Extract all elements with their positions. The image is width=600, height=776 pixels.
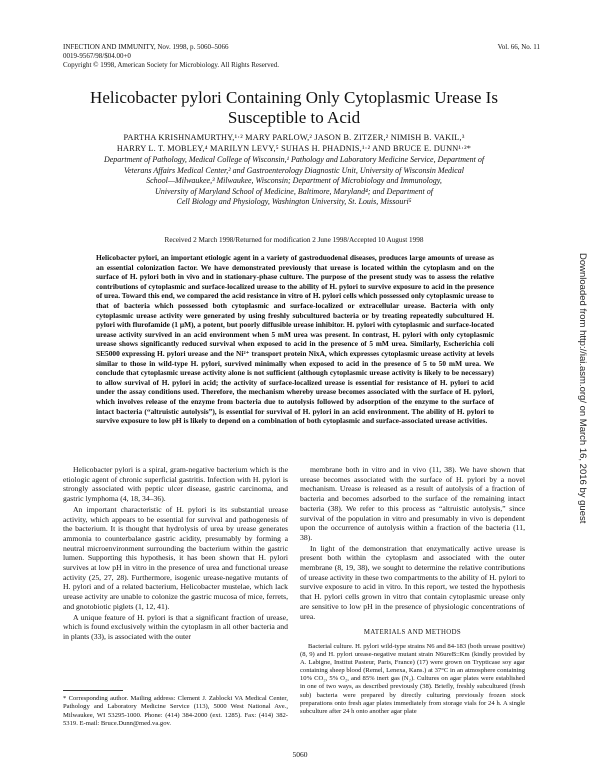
received-dates: Received 2 March 1998/Returned for modification 2 June 1998/Accepted 10 August 1998	[164, 236, 424, 244]
download-note-text: Downloaded from http://iai.asm.org/ on March 16, 2016 by guest	[577, 253, 588, 524]
affiliation-line: Department of Pathology, Medical College of Wisconsin,¹ Pathology and Laboratory Medicine Service, Department of	[103, 155, 485, 164]
volume-number: Vol. 66, No. 11	[497, 43, 540, 51]
volume-header	[498, 43, 540, 52]
body-paragraph: An important characteristic of H. pylori is its substantial urease activity, which appears to be essential for survival and pathogenesis of the bacterium. It is thought that hydrolysis of urea by urease generates ammonia to counterbalance gastric acidity, presumably by forming a neutral microenvironment surrounding the bacterium within the gastric lumen. Supporting this hypothesis, it has been shown that H. pylori survives at low pH in vitro in the presence of urea and functional urease activity (25, 27, 28). Furthermore, isogenic urease-negative mutants of H. pylori and of a related bacterium, Helicobacter mustelae, which lack urease activity are unable to colonize the gastric mucosa of mice, ferrets, and gnotobiotic piglets (1, 12, 41).	[63, 504, 288, 611]
methods-paragraph: Bacterial culture. H. pylori wild-type strains N6 and 84-183 (both urease positive) (8, 9) and H. pylori urease-negative mutant strain N6ureB::Km (kindly provided by A. Labigne, Institut Pasteur, Paris, France) (17) were grown on Trypticase soy agar containing sheep blood (Remel, Lenexa, Kans.) at 37°C in an atmosphere containing 10% CO₂, 5% O₂, and 85% inert gas (N₂). Cultures on agar plates were established in one of two ways, as described previously (38). Briefly, freshly subcultured (fresh sub) bacteria were prepared by directly culturing previously frozen stock preparations onto fresh agar plates immediately from storage vials for 24 h. A single subculture after 24 h onto another agar plate	[300, 642, 525, 715]
article-title	[63, 88, 525, 128]
title-line-2: Susceptible to Acid	[227, 108, 361, 127]
page-number: 5060	[292, 750, 308, 759]
download-watermark	[576, 253, 588, 553]
copyright-line: Copyright © 1998, American Society for Microbiology. All Rights Reserved.	[63, 61, 280, 69]
journal-header	[63, 43, 383, 70]
abstract: Helicobacter pylori, an important etiologic agent in a variety of gastroduodenal diseases, produces large amounts of urease as an essential colonization factor. We have demonstrated previously that urease is located within the cytoplasm and on the surface of H. pylori both in vivo and in stationary-phase culture. The purpose of the present study was to assess the relative contributions of cytoplasmic and surface-localized urease to the ability of H. pylori to survive exposure to acid in the presence of urea. Toward this end, we compared the acid resistance in vitro of H. pylori cells which possessed only cytoplasmic urease to that of bacteria which possessed both cytoplasmic and surface-localized or extracellular urease. Bacteria with only cytoplasmic urease activity were generated by using freshly subcultured bacteria or by treating repeatedly subcultured H. pylori with flurofamide (1 μM), a potent, but poorly diffusible urease inhibitor. H. pylori with cytoplasmic and surface-located urease activity survived in an acid environment when 5 mM urea was present. In contrast, H. pylori with only cytoplasmic urease shows significantly reduced survival when exposed to acid in the presence of 5 mM urea. Similarly, Escherichia coli SE5000 expressing H. pylori urease and the Ni²⁺ transport protein NixA, which expresses cytoplasmic urease activity at levels similar to those in wild-type H. pylori, survived minimally when exposed to acid in the presence of 5 to 50 mM urea. We conclude that cytoplasmic urease activity alone is not sufficient (although cytoplasmic urease activity is likely to be necessary) to allow survival of H. pylori in acid; the activity of surface-localized urease is essential for resistance of H. pylori to acid under the assay conditions used. Therefore, the mechanism whereby urease becomes associated with the surface of H. pylori, which involves release of the enzyme from bacteria due to autolysis followed by adsorption of the enzyme to the surface of intact bacteria (“altruistic autolysis”), is essential for survival of H. pylori in an acid environment. The ability of H. pylori to survive exposure to low pH is likely to depend on a combination of both cytoplasmic and surface-associated urease activities.	[96, 253, 494, 426]
title-line-1: Helicobacter pylori Containing Only Cytoplasmic Urease Is	[90, 88, 498, 107]
affiliation-line: Veterans Affairs Medical Center,² and Gastroenterology Diagnostic Unit, University of Wisconsin Medical	[123, 165, 465, 175]
affiliations	[63, 155, 525, 208]
corresponding-author-footnote: * Corresponding author. Mailing address: Clement J. Zablocki VA Medical Center, Pathology and Laboratory Medicine Service (113), 5000 West National Ave., Milwaukee, WI 53295-1000. Phone: (414) 384-2000 (ext. 1285). Fax: (414) 382-5319. E-mail: Bruce.Dunn@med.va.gov.	[63, 695, 288, 728]
body-paragraph: Helicobacter pylori is a spiral, gram-negative bacterium which is the etiologic agent of chronic superficial gastritis. Infection with H. pylori is strongly associated with peptic ulcer disease, gastric carcinoma, and gastric lymphoma (4, 18, 34–36).	[63, 465, 288, 504]
affiliation-line: Cell Biology and Physiology, Washington University, St. Louis, Missouri⁵	[176, 197, 412, 207]
issn-line: 0019-9567/98/$04.00+0	[63, 52, 131, 60]
section-heading: MATERIALS AND METHODS	[363, 629, 462, 637]
body-paragraph: membrane both in vitro and in vivo (11, 38). We have shown that urease becomes associated with the surface of H. pylori by a novel mechanism. Urease is released as a result of autolysis of a fraction of bacteria and becomes adsorbed to the surface of the remaining intact bacteria (38). We refer to this process as “altruistic autolysis,” since survival of the population in vitro and presumably in vivo is dependent upon the occurrence of autolysis within a fraction of the bacteria (11, 38).	[300, 465, 525, 542]
left-column	[63, 465, 288, 642]
body-paragraph: A unique feature of H. pylori is that a significant fraction of urease, which is found exclusively within the cytoplasm in all other bacteria and in plants (33), is associated with the outer	[63, 612, 288, 641]
authors-line-1: PARTHA KRISHNAMURTHY,¹·² MARY PARLOW,² JASON B. ZITZER,² NIMISH B. VAKIL,³	[123, 133, 465, 142]
authors-line-2: HARRY L. T. MOBLEY,⁴ MARILYN LEVY,⁵ SUHAS H. PHADNIS,¹·² AND BRUCE E. DUNN¹·²*	[116, 144, 472, 153]
body-paragraph: In light of the demonstration that enzymatically active urease is present both within the cytoplasm and associated with the outer membrane (8, 19, 38), we sought to determine the relative contributions of urease activity in these two compartments to the ability of H. pylori to survive exposure to acid in vitro. In this report, we tested the hypothesis that H. pylori cells grown in vitro that contain cytoplasmic urease only are sensitive to low pH in the presence of physiologic concentrations of urea.	[300, 543, 525, 621]
journal-citation: INFECTION AND IMMUNITY, Nov. 1998, p. 5060–5066	[63, 43, 229, 51]
author-list	[63, 132, 525, 154]
right-column	[300, 465, 525, 716]
footnote-rule	[63, 690, 123, 691]
affiliation-line: School—Milwaukee,³ Milwaukee, Wisconsin; Department of Microbiology and Immunology,	[146, 176, 442, 186]
affiliation-line: University of Maryland School of Medicine, Baltimore, Maryland⁴; and Department of	[155, 186, 433, 196]
